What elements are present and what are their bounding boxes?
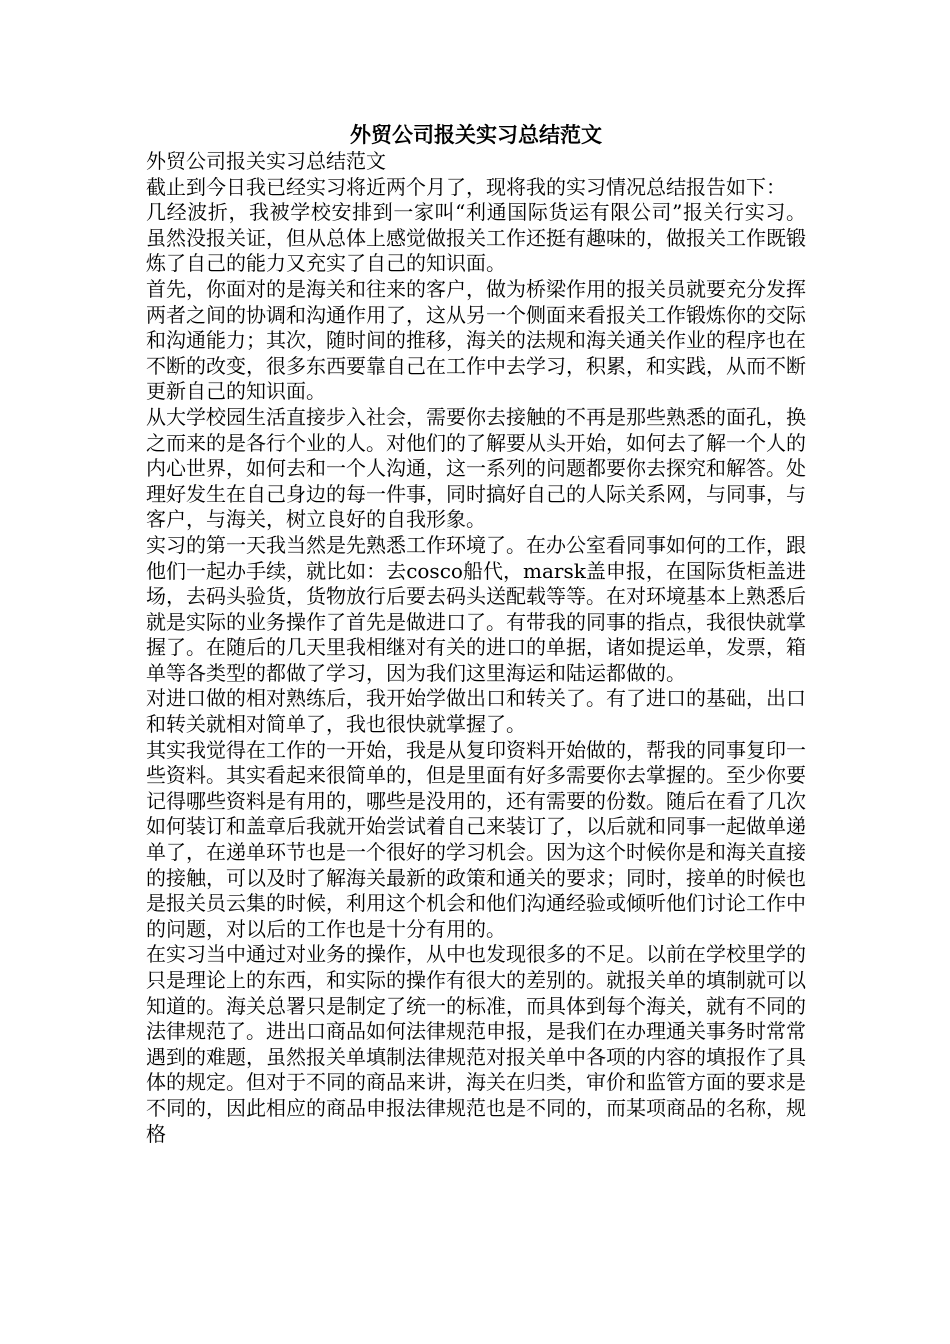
paragraph-intro: 截止到今日我已经实习将近两个月了，现将我的实习情况总结报告如下： [146,174,786,199]
document-title: 外贸公司报关实习总结范文 [350,122,602,147]
document-page [146,121,806,1147]
paragraph-first-day: 实习的第一天我当然是先熟悉工作环境了。在办公室看同事如何的工作，跟他们一起办手续，就比如：去cosco船代，marsk盖申报，在国际货柜盖进场，去码头验货，货物放行后要去码头送配载等等。在对环境基本上熟悉后就是实际的业务操作了首先是做进口了。有带我的同事的指点，我很快就掌握了。在随后的几天里我相继对有关的进口的单据，诸如提运单，发票，箱单等各类型的都做了学习，因为我们这里海运和陆运都做的。 [146,532,806,685]
paragraph-first-point: 首先，你面对的是海关和往来的客户，做为桥梁作用的报关员就要充分发挥两者之间的协调和沟通作用了，这从另一个侧面来看报关工作锻炼你的交际和沟通能力；其次，随时间的推移，海关的法规和海关通关作业的程序也在不断的改变，很多东西要靠自己在工作中去学习，积累，和实践，从而不断更新自己的知识面。 [146,276,806,404]
paragraph-subtitle: 外贸公司报关实习总结范文 [146,149,386,173]
paragraph-placement: 几经波折，我被学校安排到一家叫“利通国际货运有限公司”报关行实习。虽然没报关证，但从总体上感觉做报关工作还挺有趣味的，做报关工作既锻炼了自己的能力又充实了自己的知识面。 [146,200,806,276]
paragraph-copying: 其实我觉得在工作的一开始，我是从复印资料开始做的，帮我的同事复印一些资料。其实看起来很简单的，但是里面有好多需要你去掌握的。至少你要记得哪些资料是有用的，哪些是没用的，还有需要的份数。随后在看了几次如何装订和盖章后我就开始尝试着自己来装订了，以后就和同事一起做单递单了，在递单环节也是一个很好的学习机会。因为这个时候你是和海关直接的接触，可以及时了解海关最新的政策和通关的要求；同时，接单的时候也是报关员云集的时候，利用这个机会和他们沟通经验或倾听他们讨论工作中的问题，对以后的工作也是十分有用的。 [146,737,806,941]
paragraph-export: 对进口做的相对熟练后，我开始学做出口和转关了。有了进口的基础，出口和转关就相对简单了，我也很快就掌握了。 [146,686,806,737]
paragraph-social: 从大学校园生活直接步入社会，需要你去接触的不再是那些熟悉的面孔，换之而来的是各行个业的人。对他们的了解要从头开始，如何去了解一个人的内心世界，如何去和一个人沟通，这一系列的问题都要你去探究和解答。处理好发生在自己身边的每一件事，同时搞好自己的人际关系网，与同事，与客户，与海关，树立良好的自我形象。 [146,404,806,532]
paragraph-shortcomings: 在实习当中通过对业务的操作，从中也发现很多的不足。以前在学校里学的只是理论上的东西，和实际的操作有很大的差别的。就报关单的填制就可以知道的。海关总署只是制定了统一的标准，而具体到每个海关，就有不同的法律规范了。进出口商品如何法律规范申报，是我们在办理通关事务时常常遇到的难题，虽然报关单填制法律规范对报关单中各项的内容的填报作了具体的规定。但对于不同的商品来讲，海关在归类，审价和监管方面的要求是不同的，因此相应的商品申报法律规范也是不同的，而某项商品的名称，规格 [146,942,806,1146]
